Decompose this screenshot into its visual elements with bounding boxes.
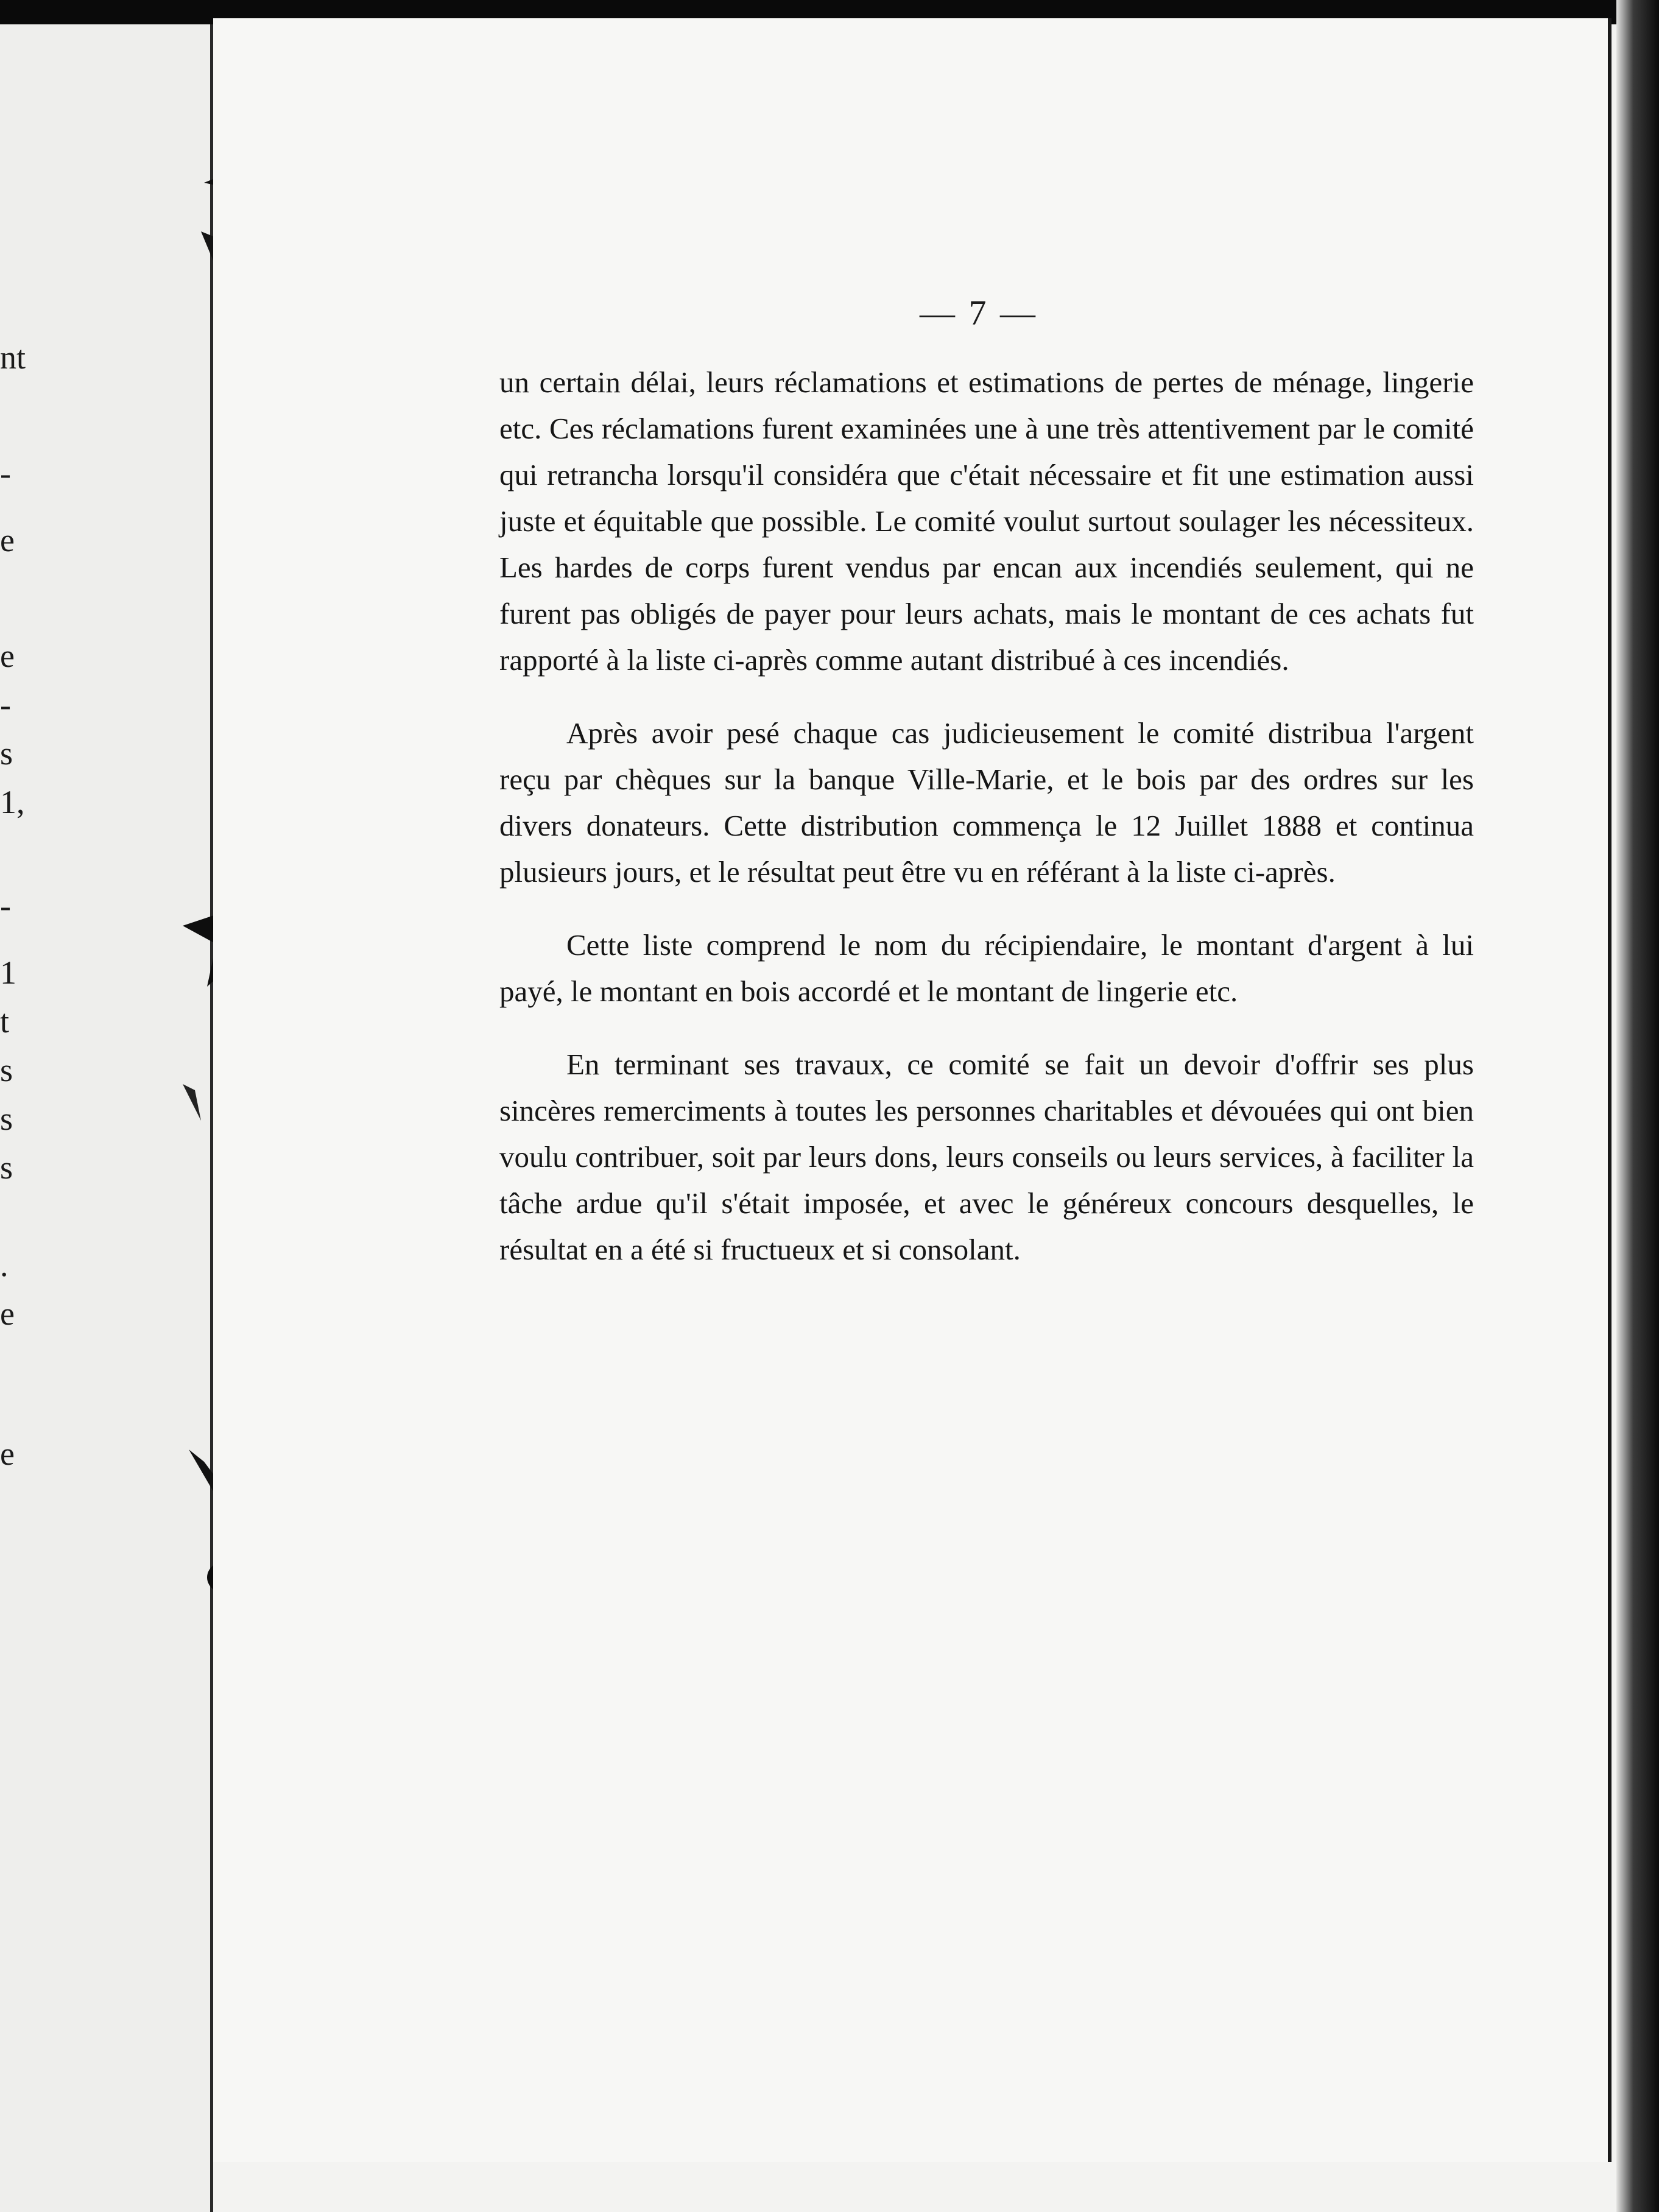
- fragment: e: [0, 1295, 15, 1332]
- fragment: s: [0, 1149, 13, 1186]
- fragment: -: [0, 887, 11, 924]
- fragment: e: [0, 522, 15, 558]
- body-text: [499, 359, 1474, 1300]
- fragment: nt: [0, 339, 26, 376]
- fragment: .: [0, 1247, 9, 1283]
- fragment: e: [0, 638, 15, 674]
- fragment: -: [0, 686, 11, 723]
- scan-edge: [1616, 0, 1659, 2212]
- fragment: s: [0, 1101, 13, 1137]
- fragment: -: [0, 455, 11, 491]
- fragment: s: [0, 735, 13, 772]
- page-number: — 7 —: [920, 293, 1038, 333]
- paragraph: En terminant ses travaux, ce comité se fait un devoir d'offrir ses plus sincères remerciments à toutes les personnes charitables et dévouées qui ont bien voulu contribuer, soit par leurs dons, leurs conseils ou leurs services, à faciliter la tâche ardue qu'il s'était imposée, et avec le généreux concours desquelles, le résultat en a été si fructueux et si consolant.: [499, 1048, 1474, 1266]
- paragraph: Cette liste comprend le nom du récipiendaire, le montant d'argent à lui payé, le montant en bois accordé et le montant de lingerie etc.: [499, 928, 1474, 1008]
- left-margin-fragments: [0, 341, 24, 1559]
- paragraph: un certain délai, leurs réclamations et estimations de pertes de ménage, lingerie etc. Ces réclamations furent examinées une à une très attentivement par le comité qui retrancha lorsqu'il considéra que c'était nécessaire et fit une estimation aussi juste et équitable que possible. Le comité voulut surtout soulager les nécessiteux. Les hardes de corps furent vendus par encan aux incendiés seulement, qui ne furent pas obligés de payer pour leurs achats, mais le montant de ces achats fut rapporté à la liste ci-après comme autant distribué à ces incendiés.: [499, 365, 1474, 677]
- fragment: 1,: [0, 784, 25, 820]
- fragment: 1: [0, 954, 16, 991]
- fragment: s: [0, 1052, 13, 1088]
- fragment: e: [0, 1435, 15, 1472]
- fragment: t: [0, 1003, 10, 1040]
- paragraph: Après avoir pesé chaque cas judicieusement le comité distribua l'argent reçu par chèques sur la banque Ville-Marie, et le bois par des ordres sur les divers donateurs. Cette distribution commença le 12 Juillet 1888 et continua plusieurs jours, et le résultat peut être vu en référant à la liste ci-après.: [499, 716, 1474, 889]
